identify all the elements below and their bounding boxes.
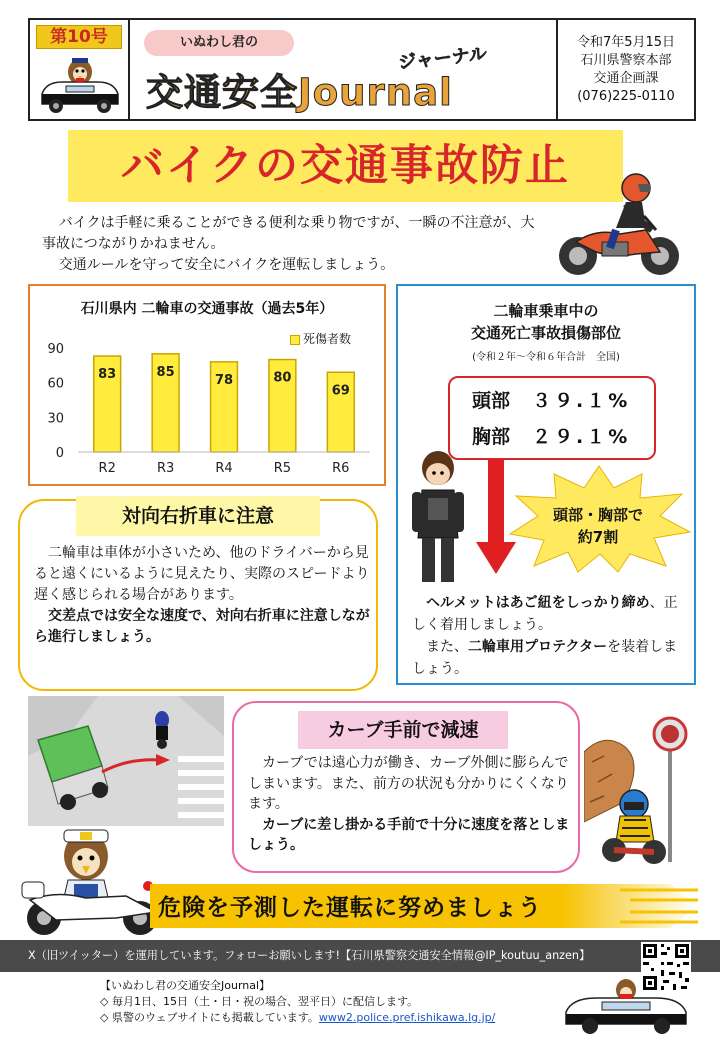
footer-line: 【いぬわし君の交通安全Journal】 — [100, 979, 271, 992]
stat-value: ２９.１% — [532, 426, 631, 448]
x-tick-label: R2 — [98, 461, 116, 476]
stat-value: ３９.１% — [532, 390, 631, 412]
curve-emphasis: カーブに差し掛かる手前で十分に速度を落としましょう。 — [248, 816, 570, 853]
chart-title: 石川県内 二輪車の交通事故（過去5年） — [80, 301, 334, 317]
intersection-illustration — [28, 696, 224, 826]
injury-subtitle: (令和２年～令和６年合計 全国) — [472, 352, 620, 363]
stat-head — [472, 386, 630, 413]
footer-line — [100, 1010, 495, 1026]
journal-title: 交通安全Journal — [146, 71, 453, 114]
injury-stats — [448, 376, 656, 460]
header — [28, 18, 696, 121]
bar-value-label: 78 — [214, 372, 234, 388]
bar-value-label: 85 — [156, 364, 175, 380]
helmet-advice — [412, 592, 688, 680]
title-cell — [130, 20, 558, 119]
rider-protector-icon — [408, 446, 468, 586]
intro-paragraph: バイクは手軽に乗ることができる便利な乗り物ですが、一瞬の不注意が、大事故につながりかねません。 — [42, 215, 535, 252]
injury-section — [396, 284, 696, 685]
x-tick-label: R6 — [332, 461, 350, 476]
footer-info — [100, 978, 495, 1026]
helmet-advice-bold: ヘルメットはあご紐をしっかり締め — [426, 595, 650, 611]
chart-plot — [30, 286, 384, 484]
police-car-icon — [556, 978, 696, 1036]
stat-part: 胸部 — [472, 426, 511, 448]
x-notice: X（旧ツイッター）を運用しています。フォローお願いします!【石川県警察交通安全情報@IP_koutuu_anzen】 — [28, 949, 591, 962]
y-tick-label: 30 — [47, 411, 64, 427]
x-tick-label: R3 — [156, 461, 175, 476]
stat-chest — [472, 422, 630, 449]
curve-section — [232, 701, 580, 873]
curve-heading: カーブ手前で減速 — [298, 711, 508, 749]
burst-text — [528, 504, 668, 548]
journal-subtitle: いぬわし君の — [144, 30, 294, 56]
injury-title-line: 二輪車乗車中の — [493, 302, 599, 320]
legend-label: 死傷者数 — [303, 332, 352, 346]
bar-value-label: 69 — [331, 383, 350, 399]
footer-line-text: ◇ 県警のウェブサイトにも掲載しています。 — [100, 1011, 319, 1024]
bar-value-label: 83 — [98, 367, 117, 383]
x-notice-bar — [0, 940, 720, 972]
injury-title-line: 交通死亡事故損傷部位 — [470, 324, 621, 342]
x-tick-label: R5 — [273, 461, 292, 476]
bar-value-label: 80 — [273, 370, 292, 386]
issue-number: 第10号 — [36, 25, 122, 49]
curve-body — [248, 753, 572, 856]
headline-banner — [68, 130, 623, 202]
mascot-police-car-icon — [36, 56, 124, 116]
publisher-org: 石川県警察本部 — [580, 53, 672, 68]
journal-ruby: ジャーナル — [397, 43, 488, 74]
burst-line: 約7割 — [577, 528, 619, 546]
x-tick-label: R4 — [215, 461, 233, 476]
y-tick-label: 0 — [55, 446, 64, 461]
y-tick-label: 60 — [47, 376, 64, 392]
protector-advice-bold: 二輪車用プロテクター — [468, 639, 608, 655]
issue-date: 令和7年5月15日 — [576, 35, 676, 50]
intro-text — [42, 213, 542, 276]
intro-paragraph: 交通ルールを守って安全にバイクを運転しましょう。 — [58, 257, 395, 273]
website-link[interactable]: www2.police.pref.ishikawa.lg.jp/ — [318, 1011, 496, 1024]
burst-line: 頭部・胸部で — [552, 506, 643, 524]
stat-part: 頭部 — [472, 390, 511, 412]
slogan: 危険を予測した運転に努めましょう — [158, 895, 542, 921]
publisher-dept: 交通企画課 — [593, 71, 659, 86]
curve-text: カーブでは遠心力が働き、カーブ外側に膨らんでしまいます。また、前方の状況も分かりにくくなります。 — [248, 755, 569, 812]
curve-rider-illustration — [584, 712, 694, 872]
footer-line: ◇ 毎月1日、15日（土・日・祝の場合、翌平日）に配信します。 — [100, 995, 419, 1008]
injury-title — [398, 300, 694, 344]
accident-chart — [28, 284, 386, 486]
motorcycle-rider-icon — [556, 172, 686, 284]
issue-cell — [30, 20, 130, 119]
right-turn-heading: 対向右折車に注意 — [76, 496, 320, 536]
police-motorcycle-mascot-icon — [16, 826, 166, 938]
protector-advice-text: また、 — [426, 639, 468, 655]
publisher-info — [558, 20, 694, 119]
helmet-advice-text: 、正しく着用しましょう。 — [412, 595, 678, 633]
right-turn-section — [18, 499, 378, 691]
publisher-phone: (076)225-0110 — [577, 89, 675, 104]
y-tick-label: 90 — [47, 342, 64, 357]
protector-advice-text: を装着しましょう。 — [412, 639, 678, 677]
headline: バイクの交通事故防止 — [120, 141, 571, 191]
right-turn-body — [34, 543, 370, 648]
right-turn-emphasis: 交差点では安全な速度で、対向右折車に注意しながら進行しましょう。 — [34, 608, 370, 645]
right-turn-text: 二輪車は車体が小さいため、他のドライバーから見ると遠くにいるように見えたり、実際のスピードより遅く感じられる場合があります。 — [34, 545, 370, 603]
